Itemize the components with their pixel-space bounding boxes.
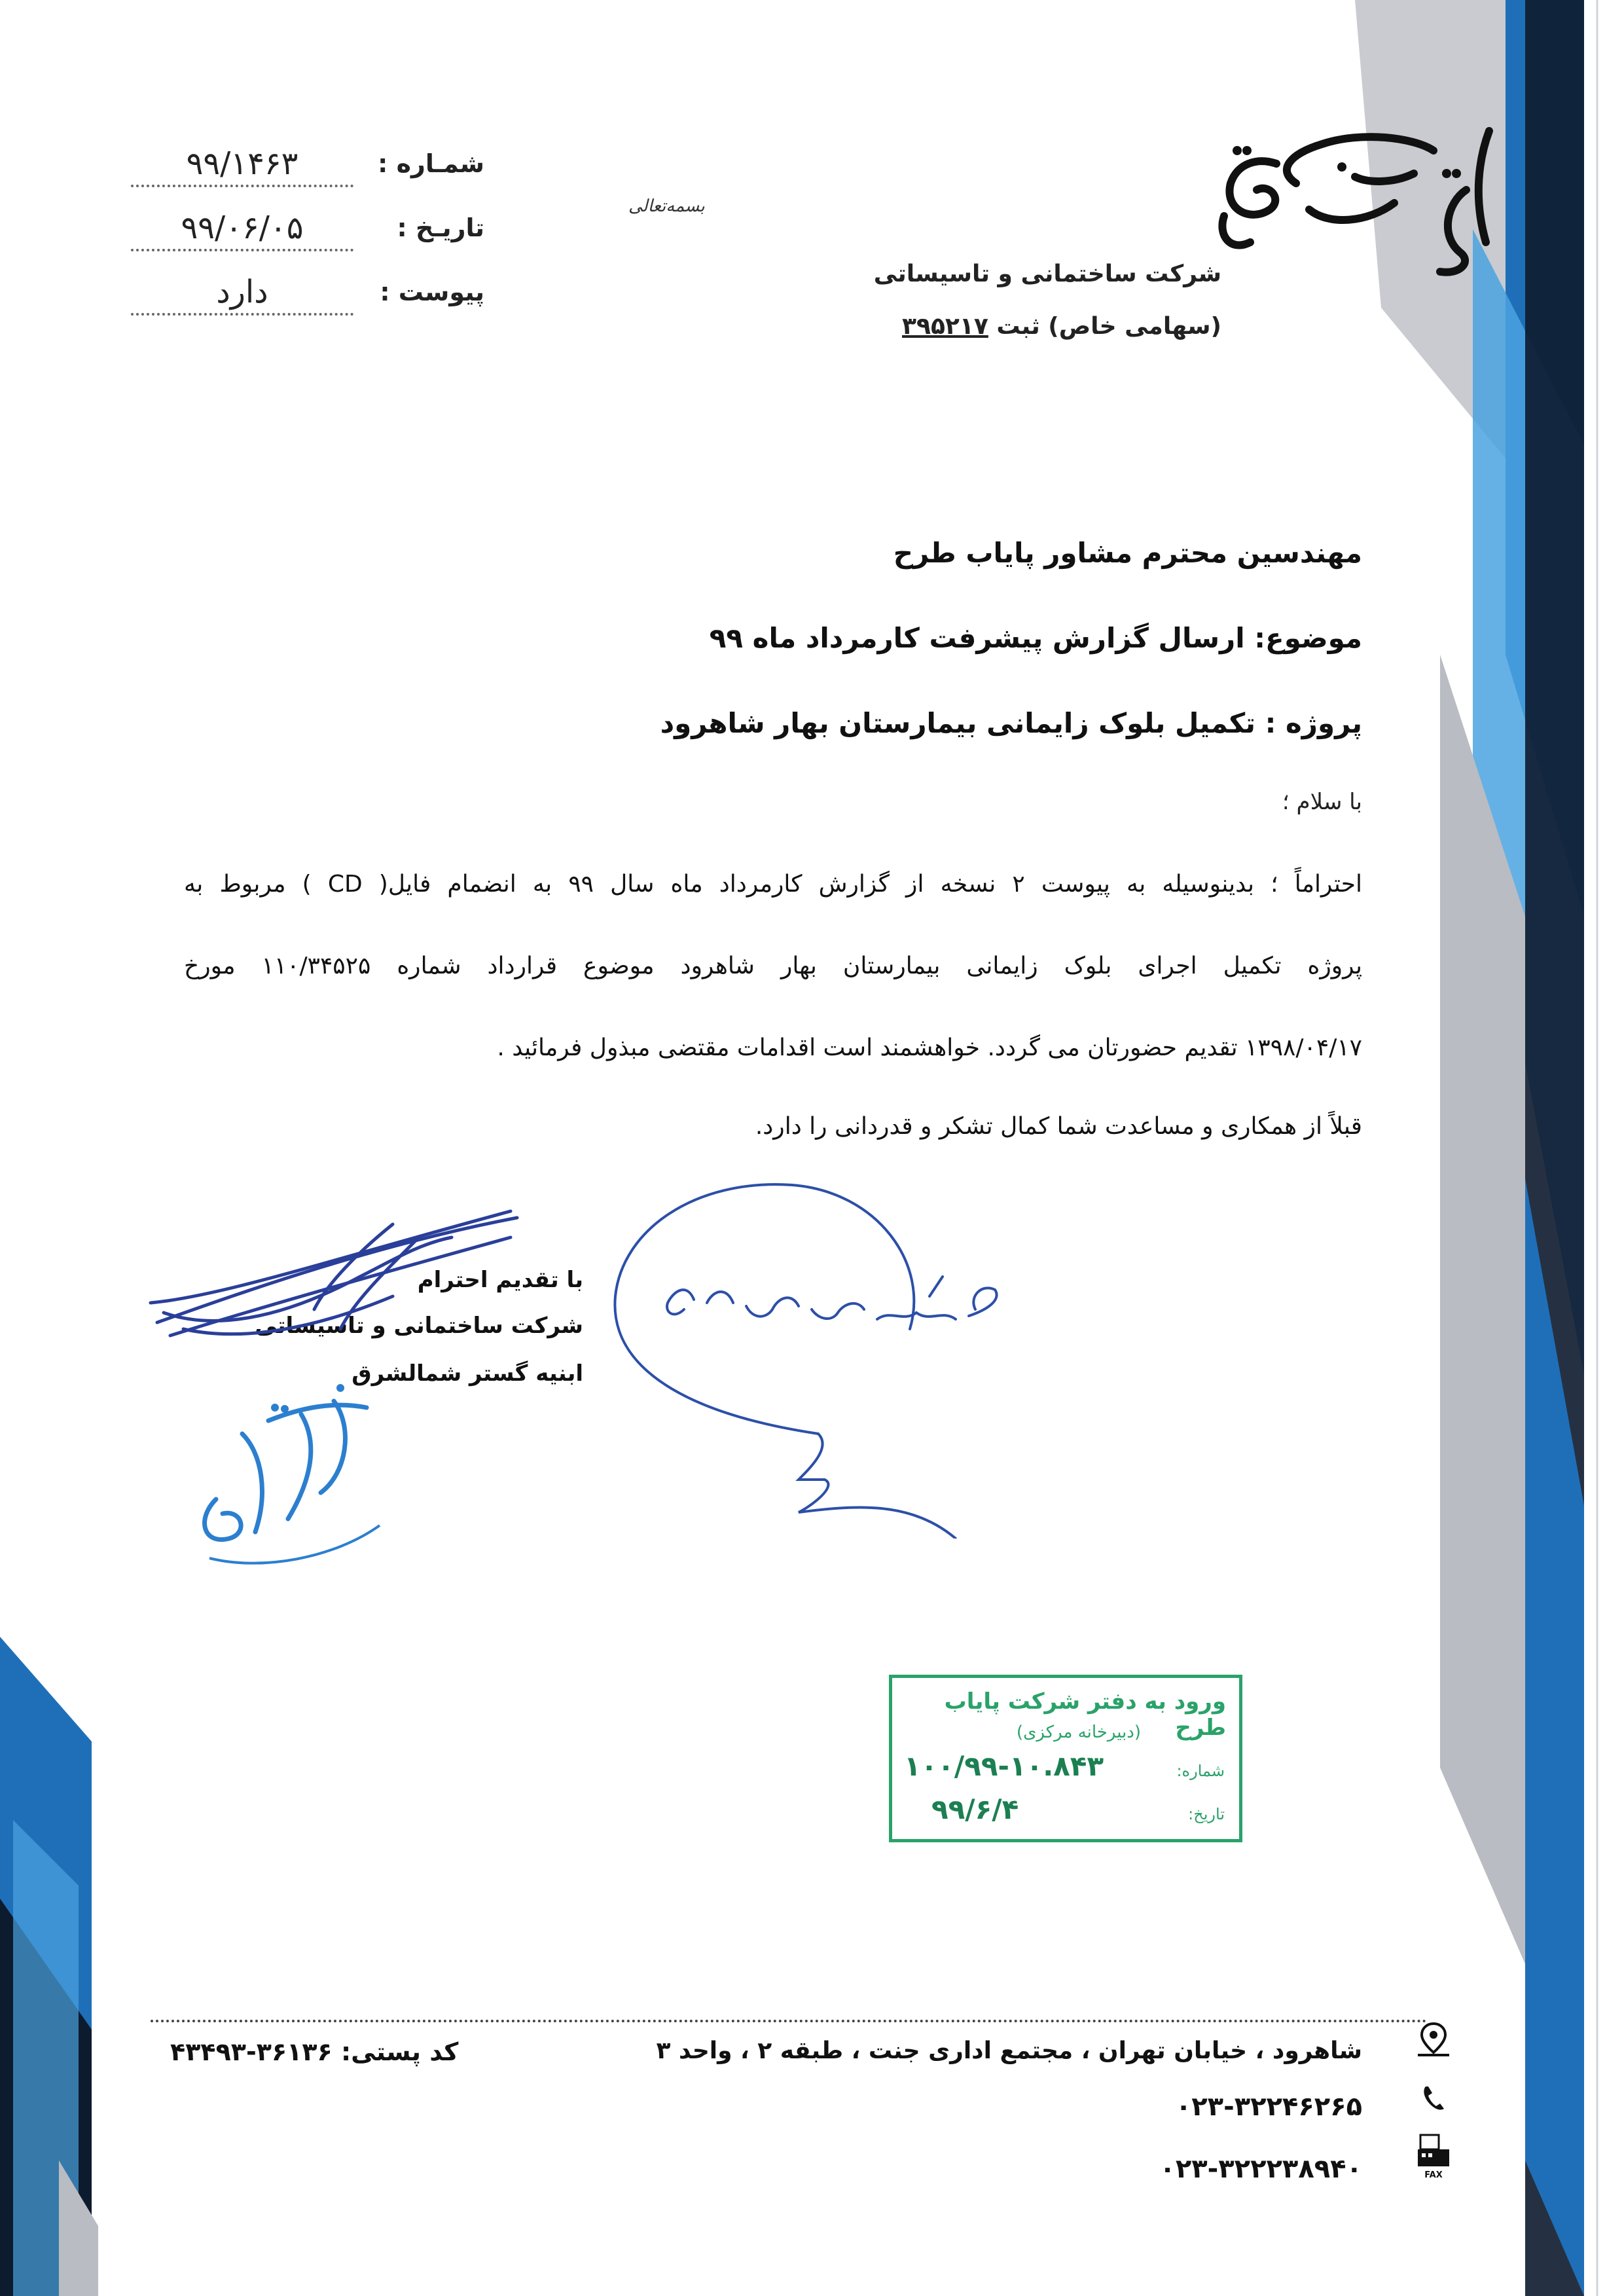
date-value: ۹۹/۰۶/۰۵ [131,210,353,251]
stamp-number-label: شماره: [1176,1762,1225,1780]
stamp-number-value: ۱۰۰/۹۹-۱۰.۸۴۳ [904,1750,1104,1782]
closing-thanks: قبلاً از همکاری و مساعدت شما کمال تشکر و قدردانی را دارد. [755,1113,1362,1140]
body-line-1: احتراماً ؛ بدینوسیله به پیوست ۲ نسخه از گزارش کارمرداد ماه سال ۹۹ به انضمام فایل( CD ) مربوط به [184,871,1362,898]
company-seal [170,1362,406,1578]
location-pin-icon [1414,2020,1453,2059]
received-stamp [889,1675,1242,1842]
date-row [131,210,484,266]
handwritten-annotation [602,1172,1021,1539]
attachment-value: دارد [131,274,353,316]
subject: موضوع: ارسال گزارش پیشرفت کارمرداد ماه ۹۹ [709,622,1362,654]
company-logo-calligraphy [1198,111,1506,282]
attachment-label: پیوست : [380,278,484,306]
signature-line-3: ابنیه گستر شمالشرق [352,1360,583,1387]
footer-phone: ۰۲۳-۳۲۲۴۶۲۶۵ [1175,2092,1362,2122]
stamp-title: ورود به دفتر شرکت پایاب طرح [944,1688,1226,1741]
bismillah: بسمه‌تعالی [628,196,705,216]
fax-icon [1414,2131,1453,2180]
footer-postal-code: کد پستی: ۳۶۱۳۶-۴۳۴۹۳ [170,2037,459,2066]
number-value: ۹۹/۱۴۶۳ [131,145,353,187]
greeting: با سلام ؛ [1282,789,1362,815]
body-line-2: پروژه تکمیل اجرای بلوک زایمانی بیمارستان بهار شاهرود موضوع قرارداد شماره ۱۱۰/۳۴۵۲۵ مورخ [184,953,1362,979]
date-label: تاریـخ : [397,213,484,242]
stamp-date-value: ۹۹/۶/۴ [931,1793,1019,1825]
addressee: مهندسین محترم مشاور پایاب طرح [893,537,1362,569]
number-label: شمـاره : [378,149,484,178]
stamp-date-label: تاریخ: [1188,1805,1225,1823]
project: پروژه : تکمیل بلوک زایمانی بیمارستان بهار شاهرود [660,707,1362,739]
company-type: شرکت ساختمانی و تاسیساتی [873,261,1221,287]
registration-number: ۳۹۵۲۱۷ [902,313,988,340]
signature-line-2: شرکت ساختمانی و تاسیساتی [255,1313,583,1339]
handwritten-signature [144,1198,550,1368]
attachment-row [131,274,484,330]
phone-icon [1414,2079,1453,2118]
company-registration [902,313,1221,340]
footer-divider [151,2020,1427,2022]
fax-icon-label: FAX [1424,2170,1443,2180]
footer-address: شاهرود ، خیابان تهران ، مجتمع اداری جنت ، طبقه ۲ ، واحد ۳ [656,2037,1362,2064]
stamp-subtitle: (دبیرخانه مرکزی) [1016,1722,1141,1742]
registration-prefix: (سهامی خاص) ثبت [996,313,1221,340]
footer-fax: ۰۲۳-۳۲۲۲۳۸۹۴۰ [1159,2154,1362,2184]
signature-line-1: با تقدیم احترام [417,1267,583,1293]
number-row [131,145,484,202]
body-line-3: ۱۳۹۸/۰۴/۱۷ تقدیم حضورتان می گردد. خواهشمند است اقدامات مقتضی مبذول فرمائید . [497,1034,1362,1061]
